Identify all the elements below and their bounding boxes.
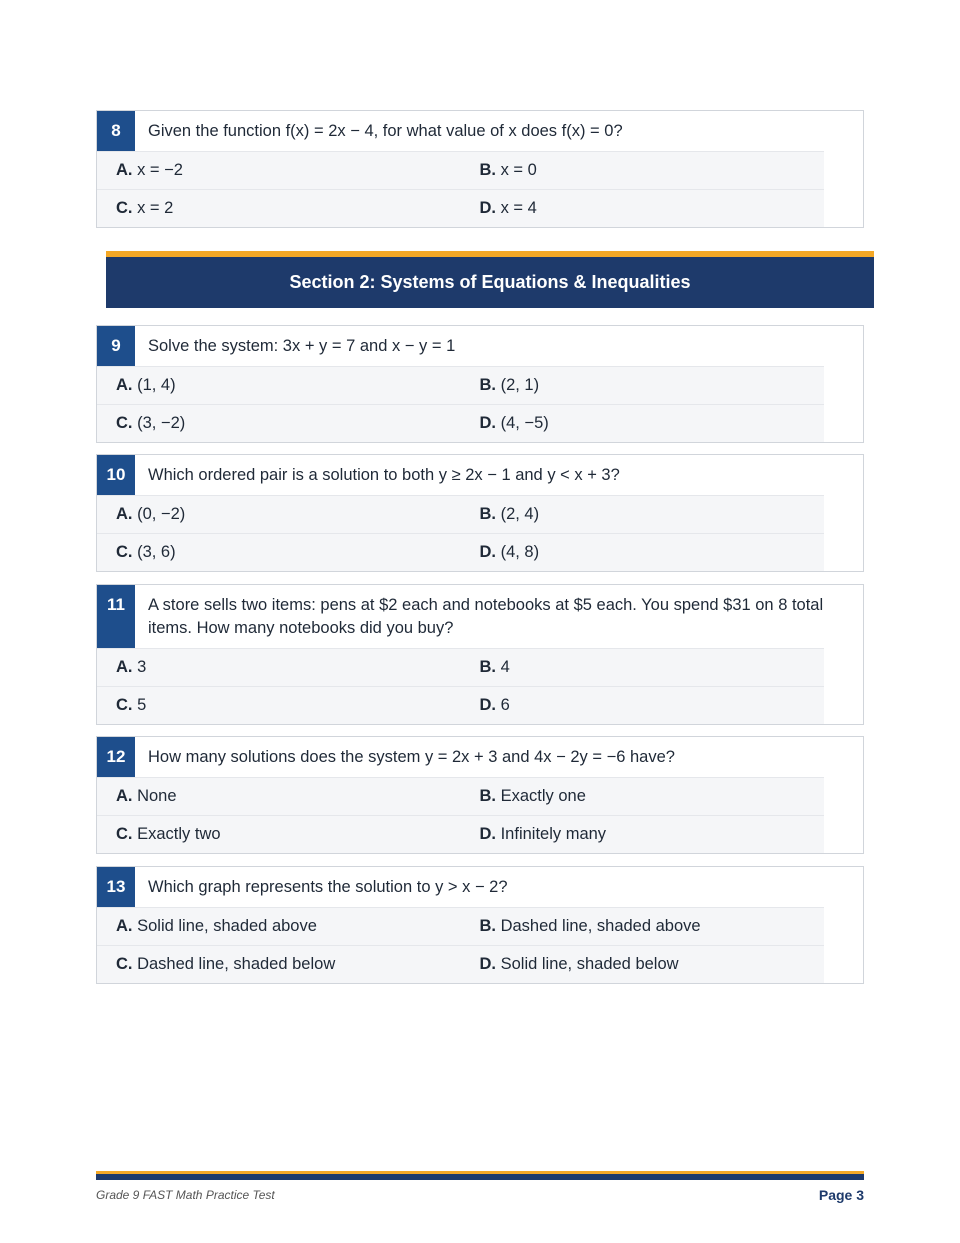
option-d[interactable]: D. (4, −5) [479, 414, 549, 432]
option-d[interactable]: D. (4, 8) [479, 543, 540, 561]
question-number: 8 [97, 111, 135, 151]
answer-options [97, 648, 824, 724]
option-b[interactable]: B. (2, 1) [479, 376, 540, 394]
option-c[interactable]: C. x = 2 [116, 199, 174, 217]
option-a[interactable]: A. (1, 4) [116, 376, 176, 394]
question-number: 10 [97, 455, 135, 495]
option-a[interactable]: A. Solid line, shaded above [116, 917, 317, 935]
question-card-12 [96, 736, 864, 854]
question-number: 9 [97, 326, 135, 366]
option-d[interactable]: D. Infinitely many [479, 825, 607, 843]
option-c[interactable]: C. Dashed line, shaded below [116, 955, 336, 973]
question-text: Solve the system: 3x + y = 7 and x − y = 1 [148, 337, 456, 355]
option-d[interactable]: D. Solid line, shaded below [479, 955, 679, 973]
question-text: Which ordered pair is a solution to both y ≥ 2x − 1 and y < x + 3? [148, 466, 620, 484]
question-text: Given the function f(x) = 2x − 4, for what value of x does f(x) = 0? [148, 122, 623, 140]
answer-options [97, 777, 824, 853]
question-card-9 [96, 325, 864, 443]
option-c[interactable]: C. Exactly two [116, 825, 221, 843]
option-a[interactable]: A. 3 [116, 658, 147, 676]
section-header: Section 2: Systems of Equations & Inequalities [106, 251, 874, 308]
option-c[interactable]: C. (3, 6) [116, 543, 176, 561]
question-card-10 [96, 454, 864, 572]
option-b[interactable]: B. (2, 4) [479, 505, 540, 523]
option-a[interactable]: A. x = −2 [116, 161, 183, 179]
answer-options [97, 151, 824, 227]
option-c[interactable]: C. 5 [116, 696, 147, 714]
question-number: 11 [97, 585, 135, 648]
question-text: How many solutions does the system y = 2x + 3 and 4x − 2y = −6 have? [148, 748, 675, 766]
answer-options [97, 495, 824, 571]
answer-options [97, 366, 824, 442]
option-a[interactable]: A. None [116, 787, 177, 805]
option-d[interactable]: D. 6 [479, 696, 510, 714]
option-d[interactable]: D. x = 4 [479, 199, 537, 217]
question-text: Which graph represents the solution to y > x − 2? [148, 878, 508, 896]
footer-page-number: Page 3 [818, 1187, 864, 1203]
question-text: A store sells two items: pens at $2 each and notebooks at $5 each. You spend $31 on 8 total items. How many notebooks did you buy? [148, 596, 824, 637]
option-c[interactable]: C. (3, −2) [116, 414, 186, 432]
footer-rule [96, 1174, 864, 1180]
option-b[interactable]: B. x = 0 [479, 161, 537, 179]
question-card-8 [96, 110, 864, 228]
footer-test-name: Grade 9 FAST Math Practice Test [96, 1188, 275, 1202]
option-b[interactable]: B. 4 [479, 658, 510, 676]
option-a[interactable]: A. (0, −2) [116, 505, 186, 523]
question-card-13 [96, 866, 864, 984]
question-number: 13 [97, 867, 135, 907]
option-b[interactable]: B. Exactly one [479, 787, 586, 805]
question-number: 12 [97, 737, 135, 777]
option-b[interactable]: B. Dashed line, shaded above [479, 917, 701, 935]
answer-options [97, 907, 824, 983]
question-card-11 [96, 584, 864, 725]
